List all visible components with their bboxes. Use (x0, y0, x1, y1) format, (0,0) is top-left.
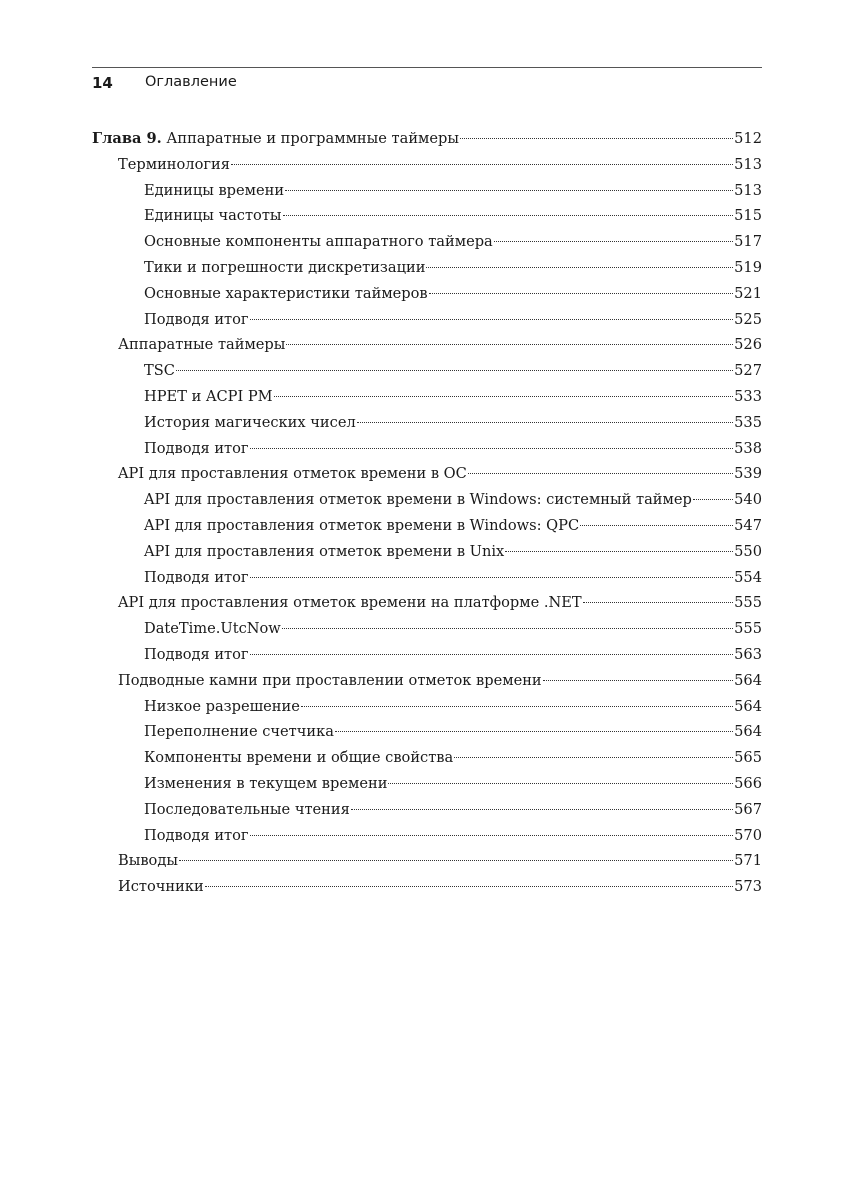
dot-leader (205, 886, 733, 887)
toc-entry-text: Аппаратные и программные таймеры (161, 130, 459, 147)
toc-entry[interactable] (92, 848, 762, 874)
toc-entry-text: TSC (144, 362, 175, 380)
dot-leader (693, 499, 733, 500)
toc-entry-page: 564 (734, 671, 762, 689)
dot-leader (505, 551, 733, 552)
dot-leader (285, 190, 733, 191)
dot-leader (429, 293, 733, 294)
page-header (92, 67, 762, 92)
dot-leader (250, 654, 734, 655)
toc-entry-page: 566 (734, 774, 762, 792)
toc-entry-page: 513 (734, 181, 762, 199)
toc-entry-page: 512 (734, 130, 762, 147)
toc-entry-page: 539 (734, 465, 762, 483)
toc-entry-page: 573 (734, 878, 762, 896)
toc-entry[interactable] (92, 745, 762, 771)
toc-entry-title (92, 126, 459, 152)
toc-entry[interactable] (92, 203, 762, 229)
dot-leader (454, 757, 733, 758)
toc-entry[interactable] (92, 642, 762, 668)
toc-entry-page: 521 (734, 284, 762, 302)
toc-entry[interactable] (92, 771, 762, 797)
dot-leader (282, 628, 733, 629)
toc-entry-title (144, 616, 281, 642)
toc-entry-title (144, 384, 273, 410)
toc-entry-text: Компоненты времени и общие свойства (144, 749, 454, 767)
toc-entry-page: 515 (734, 207, 762, 225)
toc-entry[interactable] (92, 487, 762, 513)
dot-leader (250, 319, 734, 320)
toc-entry[interactable] (92, 178, 762, 204)
toc-entry[interactable] (92, 539, 762, 565)
toc-entry-title (144, 694, 300, 720)
toc-entry[interactable] (92, 436, 762, 462)
toc-entry-title (144, 797, 350, 823)
toc-entry-text: API для проставления отметок времени на платформе .NET (118, 594, 582, 612)
toc-entry-title (144, 719, 334, 745)
toc-entry-page: 513 (734, 155, 762, 173)
toc-entry-text: Подводя итог (144, 826, 249, 844)
toc-entry-page: 540 (734, 491, 762, 509)
toc-entry[interactable] (92, 152, 762, 178)
toc-entry[interactable] (92, 797, 762, 823)
toc-entry[interactable] (92, 281, 762, 307)
toc-entry-page: 527 (734, 362, 762, 380)
dot-leader (388, 783, 733, 784)
toc-entry-page: 571 (734, 852, 762, 870)
dot-leader (286, 344, 733, 345)
toc-entry-title (144, 513, 579, 539)
toc-entry-title (118, 848, 178, 874)
page-number: 14 (92, 74, 113, 92)
toc-entry-page: 533 (734, 387, 762, 405)
toc-entry[interactable] (92, 616, 762, 642)
dot-leader (494, 241, 733, 242)
toc-entry[interactable] (92, 694, 762, 720)
toc-entry-page: 563 (734, 645, 762, 663)
toc-entry-title (144, 771, 387, 797)
toc-entry-title (144, 358, 175, 384)
toc-entry-title (144, 307, 249, 333)
toc-entry-page: 564 (734, 723, 762, 741)
toc-entry-text: Выводы (118, 852, 178, 870)
toc-entry-text: Основные характеристики таймеров (144, 284, 428, 302)
toc-entry-text: Изменения в текущем времени (144, 774, 388, 792)
toc-entry-title (144, 436, 249, 462)
toc-entry[interactable] (92, 565, 762, 591)
toc-entry-text: История магических чисел (144, 413, 356, 431)
toc-entry-text: API для проставления отметок времени в Windows: QPC (144, 516, 580, 534)
toc-entry[interactable] (92, 590, 762, 616)
toc-entry-page: 526 (734, 336, 762, 354)
toc-entry-page: 547 (734, 516, 762, 534)
toc-entry-text: API для проставления отметок времени в Unix (144, 542, 505, 560)
toc-entry-title (118, 590, 582, 616)
toc-entry-text: HPET и ACPI PM (144, 387, 273, 405)
toc-entry-text: Единицы времени (144, 181, 285, 199)
toc-entry-page: 555 (734, 594, 762, 612)
dot-leader (301, 706, 733, 707)
toc-entry-title (144, 203, 282, 229)
toc-entry[interactable] (92, 668, 762, 694)
toc-entry-text: Терминология (118, 155, 230, 173)
toc-entry-page: 550 (734, 542, 762, 560)
toc-entry-title (144, 823, 249, 849)
toc-entry-text: Низкое разрешение (144, 697, 300, 715)
toc-entry[interactable] (92, 513, 762, 539)
toc-entry-page: 567 (734, 800, 762, 818)
toc-entry-title (144, 745, 453, 771)
dot-leader (335, 731, 733, 732)
toc-entry-page: 570 (734, 826, 762, 844)
toc-entry-text: Подводя итог (144, 310, 249, 328)
dot-leader (357, 422, 733, 423)
toc-entry-title (118, 668, 542, 694)
dot-leader (250, 835, 734, 836)
toc-entry-text: Подводя итог (144, 568, 249, 586)
toc-entry-text: Единицы частоты (144, 207, 282, 225)
toc-entry-text: API для проставления отметок времени в Windows: системный таймер (144, 491, 692, 509)
dot-leader (468, 473, 733, 474)
toc-entry-title (144, 487, 692, 513)
dot-leader (460, 138, 733, 139)
toc-entry-text: Подводные камни при проставлении отметок времени (118, 671, 542, 689)
toc-entry[interactable] (92, 229, 762, 255)
toc-entry-title (144, 281, 428, 307)
toc-entry-page: 517 (734, 233, 762, 251)
toc-entry[interactable] (92, 461, 762, 487)
toc-entry-title (144, 410, 356, 436)
toc-entry-title (118, 874, 204, 900)
toc-entry-page: 519 (734, 258, 762, 276)
toc-entry-page: 564 (734, 697, 762, 715)
dot-leader (179, 860, 733, 861)
toc-entry-title (144, 178, 284, 204)
dot-leader (274, 396, 734, 397)
toc-entry-page: 554 (734, 568, 762, 586)
toc-entry-title (144, 229, 493, 255)
running-title: Оглавление (145, 74, 237, 90)
toc-entry-text: Тики и погрешности дискретизации (144, 258, 426, 276)
dot-leader (426, 267, 733, 268)
toc-entry-text: Последовательные чтения (144, 800, 350, 818)
dot-leader (283, 215, 734, 216)
toc-entry-title (144, 539, 504, 565)
dot-leader (176, 370, 733, 371)
toc-entry-text: Подводя итог (144, 645, 249, 663)
toc-entry-text: Переполнение счетчика (144, 723, 334, 741)
toc-entry-title (144, 642, 249, 668)
toc-entry-title (118, 332, 285, 358)
dot-leader (580, 525, 733, 526)
toc-entry[interactable] (92, 410, 762, 436)
toc-entry[interactable] (92, 126, 762, 152)
toc-entry[interactable] (92, 255, 762, 281)
toc-entry[interactable] (92, 307, 762, 333)
toc-entry-title (118, 461, 467, 487)
toc-entry-text: API для проставления отметок времени в ОС (118, 465, 467, 483)
toc-entry[interactable] (92, 719, 762, 745)
dot-leader (250, 448, 734, 449)
toc-entry[interactable] (92, 823, 762, 849)
dot-leader (231, 164, 733, 165)
dot-leader (351, 809, 733, 810)
dot-leader (543, 680, 733, 681)
toc-entry[interactable] (92, 358, 762, 384)
chapter-prefix: Глава 9. (92, 130, 162, 147)
toc-entry-text: Источники (118, 878, 204, 896)
toc-entry-title (144, 255, 425, 281)
toc-entry-text: Подводя итог (144, 439, 249, 457)
toc-entry-text: Аппаратные таймеры (118, 336, 286, 354)
dot-leader (583, 602, 733, 603)
table-of-contents (92, 126, 762, 900)
toc-entry-page: 525 (734, 310, 762, 328)
toc-entry[interactable] (92, 384, 762, 410)
toc-entry-page: 555 (734, 620, 762, 638)
toc-entry[interactable] (92, 874, 762, 900)
toc-entry-text: Основные компоненты аппаратного таймера (144, 233, 493, 251)
dot-leader (250, 577, 734, 578)
toc-entry-page: 535 (734, 413, 762, 431)
toc-entry-title (118, 152, 230, 178)
toc-entry-title (144, 565, 249, 591)
toc-entry-page: 538 (734, 439, 762, 457)
toc-entry[interactable] (92, 332, 762, 358)
toc-entry-text: DateTime.UtcNow (144, 620, 281, 638)
toc-entry-page: 565 (734, 749, 762, 767)
